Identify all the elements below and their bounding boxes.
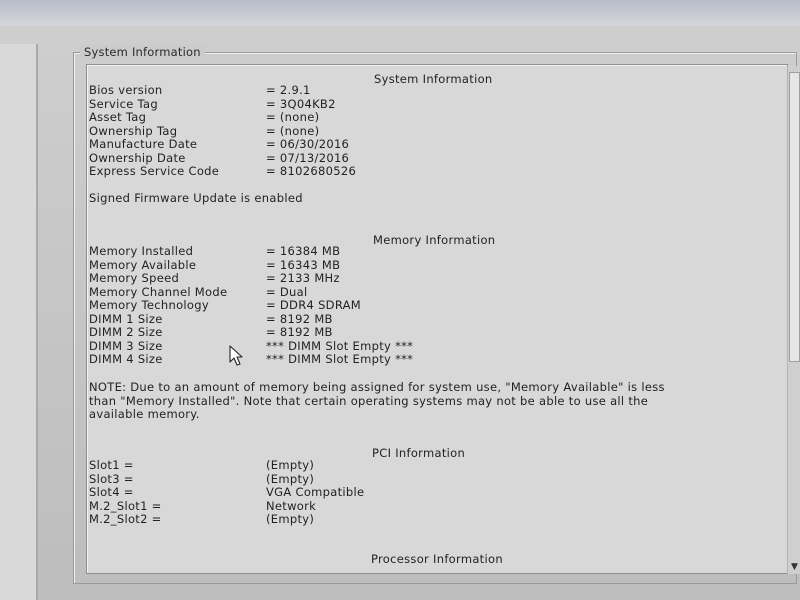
row-value: = 06/30/2016 bbox=[266, 137, 350, 151]
pci-section-title: PCI Information bbox=[372, 446, 466, 460]
row-value: = 8192 MB bbox=[266, 311, 333, 326]
information-panel[interactable] bbox=[86, 64, 788, 574]
row-value: = (none) bbox=[266, 110, 320, 124]
row-value: = 07/13/2016 bbox=[266, 150, 350, 165]
row-value: (Empty) bbox=[266, 512, 315, 526]
row-label: DIMM 3 Size bbox=[89, 338, 163, 353]
row-value: = 8102680526 bbox=[266, 164, 357, 178]
row-label: Bios version bbox=[89, 83, 163, 97]
processor-section-title: Processor Information bbox=[371, 552, 503, 566]
row-value: (Empty) bbox=[266, 471, 315, 486]
row-label: Memory Installed bbox=[89, 244, 194, 258]
row-value: *** DIMM Slot Empty *** bbox=[266, 352, 414, 366]
row-label: Memory Available bbox=[89, 257, 197, 272]
row-label: DIMM 1 Size bbox=[89, 311, 163, 326]
row-label: DIMM 2 Size bbox=[89, 325, 163, 339]
row-value: = DDR4 SDRAM bbox=[266, 298, 362, 312]
top-bar bbox=[0, 0, 800, 26]
row-value: = 2.9.1 bbox=[266, 83, 311, 97]
row-label: Manufacture Date bbox=[89, 137, 198, 151]
row-label: Slot4 = bbox=[89, 485, 134, 499]
mouse-pointer-icon bbox=[229, 345, 245, 367]
row-label: Memory Technology bbox=[89, 298, 209, 312]
row-value: Network bbox=[266, 498, 317, 513]
row-label: Slot1 = bbox=[89, 458, 134, 472]
row-label: Service Tag bbox=[89, 96, 158, 111]
row-label: Ownership Date bbox=[89, 150, 186, 165]
row-value: = (none) bbox=[266, 123, 320, 138]
row-label: Memory Speed bbox=[89, 271, 180, 285]
row-label: Asset Tag bbox=[89, 110, 147, 124]
row-value: *** DIMM Slot Empty *** bbox=[266, 338, 414, 353]
row-label: M.2_Slot1 = bbox=[89, 498, 162, 513]
row-value: VGA Compatible bbox=[266, 485, 365, 499]
group-title: System Information bbox=[80, 45, 205, 59]
row-value: = Dual bbox=[266, 284, 308, 299]
memory-note-line: available memory. bbox=[89, 407, 200, 421]
vertical-scrollbar[interactable] bbox=[787, 66, 800, 574]
memory-section-title: Memory Information bbox=[373, 233, 496, 247]
row-value: = 8192 MB bbox=[266, 325, 333, 339]
chevron-down-icon[interactable]: ▼ bbox=[791, 562, 798, 572]
firmware-note: Signed Firmware Update is enabled bbox=[89, 191, 303, 205]
row-label: Slot3 = bbox=[89, 471, 134, 486]
row-label: Memory Channel Mode bbox=[89, 284, 228, 299]
memory-note-line: than "Memory Installed". Note that certain operating systems may not be able to use all the bbox=[89, 393, 649, 408]
system-section-title: System Information bbox=[374, 72, 493, 86]
row-label: M.2_Slot2 = bbox=[89, 512, 162, 526]
row-value: = 3Q04KB2 bbox=[266, 96, 336, 111]
row-label: Ownership Tag bbox=[89, 123, 178, 138]
row-value: = 2133 MHz bbox=[266, 271, 340, 285]
row-value: = 16343 MB bbox=[266, 257, 341, 272]
row-value: (Empty) bbox=[266, 458, 315, 472]
row-label: Express Service Code bbox=[89, 164, 220, 178]
left-navigation-edge bbox=[0, 44, 38, 600]
scrollbar-thumb[interactable] bbox=[789, 72, 800, 362]
row-label: DIMM 4 Size bbox=[89, 352, 163, 366]
row-value: = 16384 MB bbox=[266, 244, 341, 258]
memory-note-line: NOTE: Due to an amount of memory being assigned for system use, "Memory Available" is less bbox=[89, 380, 665, 394]
